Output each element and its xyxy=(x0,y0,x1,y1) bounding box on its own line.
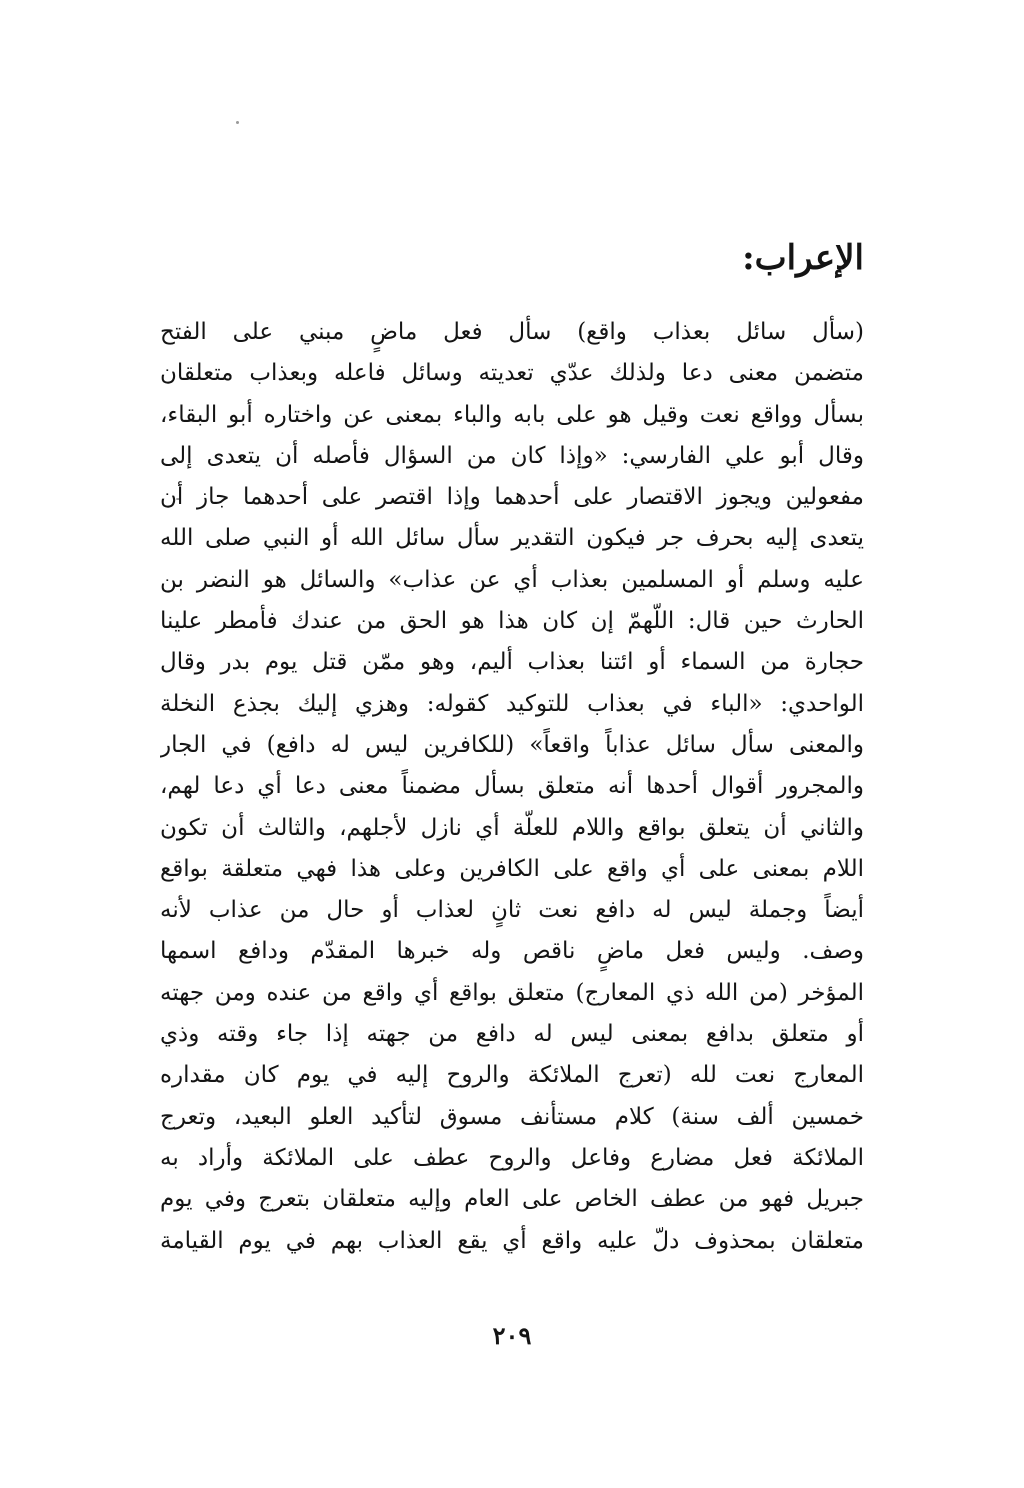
text-line: والثاني أن يتعلق بواقع واللام للعلّة أي نازل لأجلهم، والثالث أن تكون xyxy=(160,814,864,841)
text-line: اللام بمعنى على أي واقع على الكافرين وعلى هذا فهي متعلقة بواقع xyxy=(160,855,864,882)
text-line: المؤخر (من الله ذي المعارج) متعلق بواقع أي واقع من عنده ومن جهته xyxy=(160,979,864,1006)
page-number: ٢٠٩ xyxy=(492,1321,532,1350)
text-line: المعارج نعت لله (تعرج الملائكة والروح إليه في يوم كان مقداره xyxy=(160,1062,864,1089)
text-line: والمعنى سأل سائل عذاباً واقعاً» (للكافرين ليس له دافع) في الجار xyxy=(160,731,864,758)
text-line: الواحدي: «الباء في بعذاب للتوكيد كقوله: وهزي إليك بجذع النخلة xyxy=(160,690,864,717)
text-line: بسأل وواقع نعت وقيل هو على بابه والباء بمعنى عن واختاره أبو البقاء، xyxy=(160,401,864,428)
text-line: والمجرور أقوال أحدها أنه متعلق بسأل مضمناً معنى دعا أي دعا لهم، xyxy=(160,773,864,800)
section-heading: الإعراب: xyxy=(742,238,864,278)
text-line: مفعولين ويجوز الاقتصار على أحدهما وإذا اقتصر على أحدهما جاز أن xyxy=(160,484,864,511)
text-line: حجارة من السماء أو ائتنا بعذاب أليم، وهو ممّن قتل يوم بدر وقال xyxy=(160,649,864,676)
text-line: الملائكة فعل مضارع وفاعل والروح عطف على الملائكة وأراد به xyxy=(160,1144,864,1171)
text-line: (سأل سائل بعذاب واقع) سأل فعل ماضٍ مبني على الفتح xyxy=(160,319,864,345)
scan-speck xyxy=(236,121,239,124)
text-line: متضمن معنى دعا ولذلك عدّي تعديته وسائل فاعله وبعذاب متعلقان xyxy=(160,360,864,387)
text-line: الحارث حين قال: اللّهمّ إن كان هذا هو الحق من عندك فأمطر علينا xyxy=(160,608,864,635)
text-line: يتعدى إليه بحرف جر فيكون التقدير سأل سائل الله أو النبي صلى الله xyxy=(160,525,864,552)
text-line: أيضاً وجملة ليس له دافع نعت ثانٍ لعذاب أو حال من عذاب لأنه xyxy=(160,897,864,924)
body-text xyxy=(160,312,864,1304)
text-line: عليه وسلم أو المسلمين بعذاب أي عن عذاب» والسائل هو النضر بن xyxy=(160,566,864,593)
text-line: جبريل فهو من عطف الخاص على العام وإليه متعلقان بتعرج وفي يوم xyxy=(160,1186,864,1213)
text-line: أو متعلق بدافع بمعنى ليس له دافع من جهته إذا جاء وقته وذي xyxy=(160,1021,864,1048)
text-line: متعلقان بمحذوف دلّ عليه واقع أي يقع العذاب بهم في يوم القيامة xyxy=(160,1227,864,1254)
text-line: خمسين ألف سنة) كلام مستأنف مسوق لتأكيد العلو البعيد، وتعرج xyxy=(160,1103,864,1130)
text-line: وقال أبو علي الفارسي: «وإذا كان من السؤال فأصله أن يتعدى إلى xyxy=(160,442,864,469)
text-line: وصف. وليس فعل ماضٍ ناقص وله خبرها المقدّم ودافع اسمها xyxy=(160,938,864,965)
